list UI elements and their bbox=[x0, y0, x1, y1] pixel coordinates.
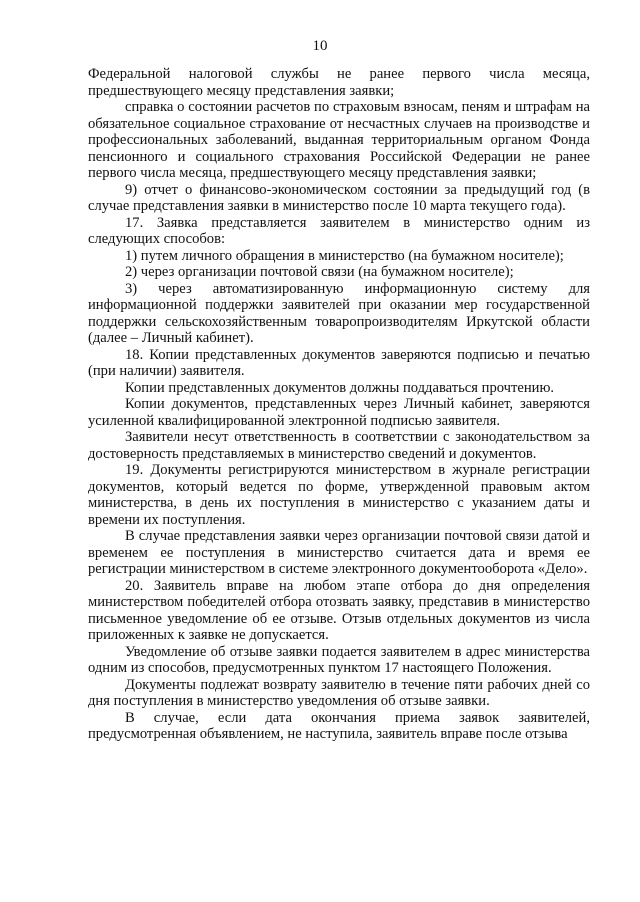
page-number: 10 bbox=[312, 38, 328, 54]
paragraph-withdrawal-notice: Уведомление об отзыве заявки подается заявителем в адрес министерства одним из способов, предусмотренных пунктом 17 настоящего Положения. bbox=[88, 643, 590, 676]
document-body bbox=[88, 66, 590, 743]
paragraph-insurance-certificate: справка о состоянии расчетов по страховым взносам, пеням и штрафам на обязательное социальное страхование от несчастных случаев на производстве и профессиональных заболеваний, выданная территориальным органом Фонда пенсионного и социального страхования Российской Федерации не ранее первого числа месяца, предшествующего месяцу представления заявки; bbox=[88, 99, 590, 181]
paragraph-postal-registration: В случае представления заявки через организации почтовой связи датой и временем ее поступления в министерство считается дата и время ее регистрации министерством в системе электронного документооборота «Дело». bbox=[88, 528, 590, 577]
paragraph-method-2: 2) через организации почтовой связи (на бумажном носителе); bbox=[125, 264, 514, 280]
paragraph-deadline-case: В случае, если дата окончания приема заявок заявителей, предусмотренная объявлением, не наступила, заявитель вправе после отзыва bbox=[88, 709, 590, 742]
paragraph-document-return: Документы подлежат возврату заявителю в течение пяти рабочих дней со дня поступления в министерство уведомления об отзыве заявки. bbox=[88, 676, 590, 709]
paragraph-clause-17: 17. Заявка представляется заявителем в министерство одним из следующих способов: bbox=[88, 214, 590, 247]
paragraph-responsibility: Заявители несут ответственность в соответствии с законодательством за достоверность представляемых в министерство сведений и документов. bbox=[88, 429, 590, 462]
paragraph-continuation: Федеральной налоговой службы не ранее первого числа месяца, предшествующего месяцу представления заявки; bbox=[88, 66, 590, 99]
paragraph-method-3: 3) через автоматизированную информационную систему для информационной поддержки заявителей при оказании мер государственной поддержки сельскохозяйственным товаропроизводителям Иркутской области (далее – Личный кабинет). bbox=[88, 280, 590, 346]
paragraph-clause-20: 20. Заявитель вправе на любом этапе отбора до дня определения министерством победителей отбора отозвать заявку, представив в министерство письменное уведомление об ее отзыве. Отзыв отдельных документов из числа приложенных к заявке не допускается. bbox=[88, 577, 590, 643]
paragraph-copies-signature: Копии документов, представленных через Личный кабинет, заверяются усиленной квалифицированной электронной подписью заявителя. bbox=[88, 396, 590, 429]
paragraph-clause-19: 19. Документы регистрируются министерством в журнале регистрации документов, который ведется по форме, утвержденной правовым актом министерства, в день их поступления в министерство с указанием даты и времени их поступления. bbox=[88, 462, 590, 528]
paragraph-copies-readable: Копии представленных документов должны поддаваться прочтению. bbox=[125, 379, 555, 396]
paragraph-method-1: 1) путем личного обращения в министерство (на бумажном носителе); bbox=[125, 247, 564, 264]
paragraph-item-9: 9) отчет о финансово-экономическом состоянии за предыдущий год (в случае представления заявки в министерство после 10 марта текущего года). bbox=[88, 181, 590, 214]
paragraph-clause-18: 18. Копии представленных документов заверяются подписью и печатью (при наличии) заявителя. bbox=[88, 346, 590, 379]
